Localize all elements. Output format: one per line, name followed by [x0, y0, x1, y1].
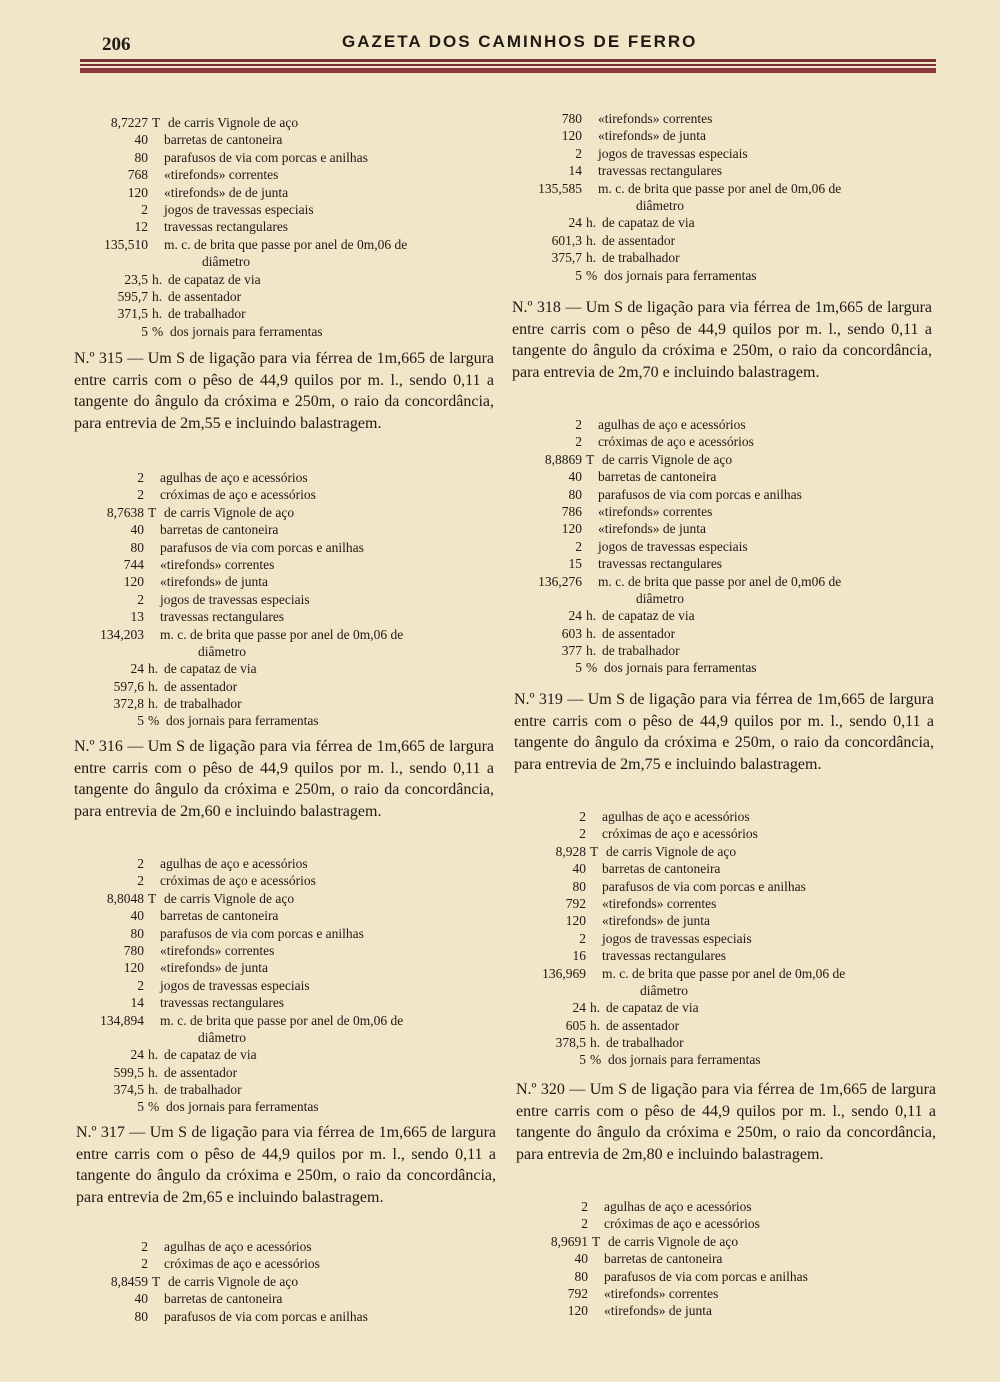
item-unit: h. — [586, 250, 597, 266]
item-unit: h. — [148, 1082, 159, 1098]
item-quantity: 786 — [561, 503, 582, 519]
item-quantity: 2 — [575, 538, 582, 554]
item-quantity: 2 — [575, 434, 582, 450]
item-quantity: 2 — [137, 470, 144, 485]
item-text: «tirefonds» de junta — [602, 913, 710, 929]
item-text: barretas de cantoneira — [160, 908, 279, 924]
item-quantity: 2 — [137, 873, 144, 889]
item-text: «tirefonds» correntes — [598, 503, 713, 519]
item-text: de assentador — [602, 232, 676, 248]
item-quantity: 80 — [572, 878, 586, 894]
item-unit: h. — [590, 1000, 601, 1016]
header-rule — [80, 64, 936, 66]
item-quantity: 120 — [127, 184, 148, 200]
item-quantity: 40 — [130, 522, 144, 538]
item-text: parafusos de via com porcas e anilhas — [160, 925, 364, 941]
item-text: parafusos de via com porcas e anilhas — [604, 1268, 808, 1284]
item-quantity: 372,8 — [113, 696, 144, 712]
item-text: m. c. de brita que passe por anel de 0,m06 de — [598, 573, 842, 589]
item-text: de carris Vignole de aço — [164, 504, 295, 520]
item-quantity: 768 — [127, 167, 148, 183]
item-unit: T — [152, 115, 161, 130]
item-text: jogos de travessas especiais — [602, 930, 752, 946]
item-text: «tirefonds» correntes — [164, 167, 279, 183]
item-quantity: 2 — [141, 1239, 148, 1254]
item-quantity: 8,8048 — [106, 890, 144, 906]
item-text: «tirefonds» de de junta — [164, 184, 289, 200]
item-text: «tirefonds» correntes — [160, 942, 275, 958]
item-quantity: 120 — [561, 521, 582, 537]
item-quantity: 2 — [137, 977, 144, 993]
item-text: de capataz de via — [606, 1000, 699, 1016]
item-quantity: 2 — [141, 201, 148, 217]
item-text: cróximas de aço e acessórios — [160, 873, 316, 889]
item-text: de assentador — [164, 1064, 238, 1080]
item-text: de capataz de via — [602, 215, 695, 231]
item-text: de carris Vignole de aço — [164, 890, 295, 906]
item-quantity: 134,894 — [100, 1012, 144, 1028]
item-quantity: 8,8459 — [110, 1273, 148, 1289]
item-text: parafusos de via com porcas e anilhas — [160, 539, 364, 555]
item-text: travessas rectangulares — [164, 219, 289, 235]
item-quantity: 5 — [141, 323, 148, 339]
item-text: m. c. de brita que passe por anel de 0m,06 de — [160, 1012, 404, 1028]
item-quantity: 40 — [134, 1291, 148, 1307]
item-unit: T — [586, 451, 595, 467]
item-quantity: 5 — [137, 713, 144, 729]
item-text: de capataz de via — [168, 271, 261, 287]
item-quantity: 8,928 — [555, 843, 586, 859]
item-quantity: 120 — [561, 128, 582, 144]
item-quantity: 14 — [568, 163, 582, 179]
item-quantity: 5 — [137, 1099, 144, 1115]
item-quantity: 80 — [134, 1308, 148, 1324]
item-quantity: 378,5 — [555, 1035, 586, 1051]
item-unit: % — [152, 323, 164, 339]
item-quantity: 8,7227 — [110, 115, 148, 130]
item-text: m. c. de brita que passe por anel de 0m,06 de — [160, 626, 404, 642]
item-unit: h. — [148, 1047, 159, 1063]
item-text: cróximas de aço e acessórios — [160, 487, 316, 503]
item-quantity: 5 — [575, 660, 582, 676]
item-unit: % — [590, 1052, 602, 1068]
item-quantity: 601,3 — [551, 232, 582, 248]
item-quantity: 24 — [568, 608, 582, 624]
item-quantity: 136,969 — [542, 965, 586, 981]
item-text: barretas de cantoneira — [604, 1251, 723, 1267]
item-quantity: 2 — [575, 417, 582, 432]
item-text: dos jornais para ferramentas — [604, 660, 757, 676]
item-text: barretas de cantoneira — [160, 522, 279, 538]
item-quantity: 24 — [130, 1047, 144, 1063]
item-text: de carris Vignole de aço — [602, 451, 733, 467]
item-quantity: 744 — [123, 556, 144, 572]
item-quantity: 135,510 — [104, 236, 148, 252]
item-text: de carris Vignole de aço — [608, 1233, 739, 1249]
item-text: barretas de cantoneira — [164, 1291, 283, 1307]
item-quantity: 136,276 — [538, 573, 582, 589]
item-quantity: 2 — [579, 930, 586, 946]
item-quantity: 2 — [575, 145, 582, 161]
item-quantity: 2 — [579, 826, 586, 842]
item-text: «tirefonds» de junta — [598, 128, 706, 144]
item-quantity: 780 — [561, 111, 582, 126]
item-quantity: 5 — [575, 267, 582, 283]
item-text: parafusos de via com porcas e anilhas — [602, 878, 806, 894]
item-unit: h. — [586, 215, 597, 231]
item-text: cróximas de aço e acessórios — [604, 1216, 760, 1232]
item-text: m. c. de brita que passe por anel de 0m,06 de — [164, 236, 408, 252]
item-quantity: 2 — [137, 856, 144, 871]
item-text: de carris Vignole de aço — [606, 843, 737, 859]
item-text: diâmetro — [640, 982, 688, 998]
item-description: N.º 316 — Um S de ligação para via férrea de 1m,665 de largura entre carris com o pêso de 44,9 quilos por m. l., sendo 0,11 a tangente do ângulo da cróxima e 250m, o raio da concordância, para entrevia de 2m,60 e incluindo balastragem. — [74, 738, 494, 820]
item-quantity: 80 — [130, 539, 144, 555]
item-text: «tirefonds» correntes — [602, 895, 717, 911]
item-text: «tirefonds» correntes — [604, 1285, 719, 1301]
item-text: dos jornais para ferramentas — [170, 323, 323, 339]
item-quantity: 24 — [572, 1000, 586, 1016]
item-text: parafusos de via com porcas e anilhas — [164, 149, 368, 165]
item-quantity: 134,203 — [100, 626, 144, 642]
item-text: dos jornais para ferramentas — [608, 1052, 761, 1068]
item-text: «tirefonds» correntes — [160, 556, 275, 572]
item-text: de assentador — [168, 288, 242, 304]
item-text: barretas de cantoneira — [602, 861, 721, 877]
item-description: N.º 319 — Um S de ligação para via férrea de 1m,665 de largura entre carris com o pêso de 44,9 quilos por m. l., sendo 0,11 a tangente do ângulo da cróxima e 250m, o raio da concordância, para entrevia de 2m,75 e incluindo balastragem. — [514, 691, 934, 773]
item-text: de trabalhador — [602, 643, 680, 659]
item-quantity: 40 — [568, 469, 582, 485]
item-text: «tirefonds» de junta — [604, 1303, 712, 1319]
item-text: cróximas de aço e acessórios — [164, 1256, 320, 1272]
item-quantity: 792 — [565, 895, 586, 911]
item-unit: % — [148, 1099, 160, 1115]
item-text: «tirefonds» correntes — [598, 111, 713, 126]
item-text: «tirefonds» de junta — [160, 574, 268, 590]
item-text: agulhas de aço e acessórios — [604, 1199, 752, 1214]
item-description: N.º 318 — Um S de ligação para via férrea de 1m,665 de largura entre carris com o pêso de 44,9 quilos por m. l., sendo 0,11 a tangente do ângulo da cróxima e 250m, o raio da concordância, para entrevia de 2m,70 e incluindo balastragem. — [512, 299, 932, 381]
item-quantity: 2 — [581, 1199, 588, 1214]
item-text: de assentador — [606, 1017, 680, 1033]
item-text: jogos de travessas especiais — [598, 538, 748, 554]
item-quantity: 8,8869 — [544, 451, 582, 467]
item-quantity: 2 — [141, 1256, 148, 1272]
item-text: de carris Vignole de aço — [168, 1273, 299, 1289]
item-unit: % — [586, 660, 598, 676]
item-unit: h. — [152, 271, 163, 287]
item-unit: T — [590, 843, 599, 859]
item-quantity: 792 — [567, 1285, 588, 1301]
item-quantity: 120 — [123, 960, 144, 976]
item-unit: h. — [586, 608, 597, 624]
item-text: travessas rectangulares — [160, 609, 285, 625]
item-quantity: 40 — [134, 132, 148, 148]
item-unit: h. — [586, 643, 597, 659]
item-quantity: 15 — [568, 556, 582, 572]
item-quantity: 595,7 — [117, 288, 148, 304]
item-quantity: 135,585 — [538, 180, 582, 196]
item-text: de trabalhador — [164, 1082, 242, 1098]
item-text: agulhas de aço e acessórios — [160, 470, 308, 485]
item-quantity: 40 — [574, 1251, 588, 1267]
item-text: dos jornais para ferramentas — [166, 1099, 319, 1115]
item-text: travessas rectangulares — [598, 556, 723, 572]
item-quantity: 2 — [581, 1216, 588, 1232]
item-unit: % — [586, 267, 598, 283]
item-text: dos jornais para ferramentas — [166, 713, 319, 729]
item-text: barretas de cantoneira — [598, 469, 717, 485]
item-text: dos jornais para ferramentas — [604, 267, 757, 283]
item-text: m. c. de brita que passe por anel de 0m,06 de — [602, 965, 846, 981]
item-quantity: 40 — [572, 861, 586, 877]
item-text: parafusos de via com porcas e anilhas — [598, 486, 802, 502]
item-text: barretas de cantoneira — [164, 132, 283, 148]
item-text: de trabalhador — [168, 306, 246, 322]
item-quantity: 40 — [130, 908, 144, 924]
item-quantity: 377 — [561, 643, 582, 659]
item-text: diâmetro — [636, 590, 684, 606]
item-quantity: 23,5 — [124, 271, 148, 287]
item-text: de trabalhador — [602, 250, 680, 266]
page-title: GAZETA DOS CAMINHOS DE FERRO — [342, 32, 698, 51]
item-text: diâmetro — [198, 643, 246, 659]
item-text: «tirefonds» de junta — [160, 960, 268, 976]
item-text: cróximas de aço e acessórios — [602, 826, 758, 842]
item-text: de trabalhador — [164, 696, 242, 712]
item-text: diâmetro — [202, 254, 250, 270]
item-unit: h. — [152, 288, 163, 304]
item-quantity: 599,5 — [113, 1064, 144, 1080]
item-text: diâmetro — [198, 1029, 246, 1045]
item-quantity: 5 — [579, 1052, 586, 1068]
item-text: travessas rectangulares — [602, 948, 727, 964]
item-unit: h. — [586, 232, 597, 248]
item-text: parafusos de via com porcas e anilhas — [164, 1308, 368, 1324]
item-unit: T — [592, 1233, 601, 1249]
item-quantity: 12 — [134, 219, 148, 235]
item-text: de assentador — [164, 678, 238, 694]
item-text: agulhas de aço e acessórios — [598, 417, 746, 432]
item-unit: h. — [148, 1064, 159, 1080]
item-unit: h. — [148, 696, 159, 712]
item-quantity: 597,6 — [113, 678, 144, 694]
item-unit: h. — [148, 678, 159, 694]
header-rule — [80, 59, 936, 62]
page-number: 206 — [102, 34, 131, 55]
item-text: jogos de travessas especiais — [598, 145, 748, 161]
item-text: de assentador — [602, 625, 676, 641]
item-text: de capataz de via — [602, 608, 695, 624]
item-quantity: 13 — [130, 609, 144, 625]
item-text: jogos de travessas especiais — [164, 201, 314, 217]
item-unit: T — [148, 890, 157, 906]
item-text: m. c. de brita que passe por anel de 0m,06 de — [598, 180, 842, 196]
item-unit: T — [148, 504, 157, 520]
item-quantity: 14 — [130, 995, 144, 1011]
item-quantity: 80 — [574, 1268, 588, 1284]
item-quantity: 371,5 — [117, 306, 148, 322]
item-unit: h. — [586, 625, 597, 641]
item-text: jogos de travessas especiais — [160, 591, 310, 607]
item-text: agulhas de aço e acessórios — [164, 1239, 312, 1254]
item-unit: T — [152, 1273, 161, 1289]
item-text: diâmetro — [636, 197, 684, 213]
item-quantity: 120 — [123, 574, 144, 590]
item-description: N.º 315 — Um S de ligação para via férrea de 1m,665 de largura entre carris com o pêso de 44,9 quilos por m. l., sendo 0,11 a tangente do ângulo da cróxima e 250m, o raio da concordância, para entrevia de 2m,55 e incluindo balastragem. — [74, 350, 494, 432]
item-quantity: 16 — [572, 948, 586, 964]
item-quantity: 603 — [561, 625, 582, 641]
item-unit: h. — [152, 306, 163, 322]
item-text: travessas rectangulares — [598, 163, 723, 179]
item-unit: % — [148, 713, 160, 729]
item-quantity: 8,7638 — [106, 504, 144, 520]
item-text: agulhas de aço e acessórios — [602, 809, 750, 824]
item-text: de trabalhador — [606, 1035, 684, 1051]
item-text: jogos de travessas especiais — [160, 977, 310, 993]
header-rule — [80, 68, 936, 73]
item-unit: h. — [148, 661, 159, 677]
item-quantity: 120 — [567, 1303, 588, 1319]
item-quantity: 24 — [130, 661, 144, 677]
item-quantity: 780 — [123, 942, 144, 958]
item-unit: h. — [590, 1035, 601, 1051]
item-quantity: 8,9691 — [550, 1233, 588, 1249]
item-quantity: 605 — [565, 1017, 586, 1033]
item-quantity: 80 — [568, 486, 582, 502]
item-quantity: 80 — [134, 149, 148, 165]
item-quantity: 375,7 — [551, 250, 582, 266]
item-text: agulhas de aço e acessórios — [160, 856, 308, 871]
item-unit: h. — [590, 1017, 601, 1033]
item-quantity: 24 — [568, 215, 582, 231]
item-text: de capataz de via — [164, 661, 257, 677]
item-quantity: 120 — [565, 913, 586, 929]
item-text: «tirefonds» de junta — [598, 521, 706, 537]
item-text: de capataz de via — [164, 1047, 257, 1063]
item-description: N.º 320 — Um S de ligação para via férrea de 1m,665 de largura entre carris com o pêso de 44,9 quilos por m. l., sendo 0,11 a tangente do ângulo da cróxima e 250m, o raio da concordância, para entrevia de 2m,80 e incluindo balastragem. — [516, 1081, 936, 1163]
item-quantity: 2 — [137, 591, 144, 607]
item-quantity: 374,5 — [113, 1082, 144, 1098]
item-text: de carris Vignole de aço — [168, 115, 299, 130]
item-description: N.º 317 — Um S de ligação para via férrea de 1m,665 de largura entre carris com o pêso de 44,9 quilos por m. l., sendo 0,11 a tangente do ângulo da cróxima e 250m, o raio da concordância, para entrevia de 2m,65 e incluindo balastragem. — [76, 1124, 496, 1206]
item-quantity: 2 — [579, 809, 586, 824]
item-text: cróximas de aço e acessórios — [598, 434, 754, 450]
item-quantity: 2 — [137, 487, 144, 503]
item-quantity: 80 — [130, 925, 144, 941]
item-text: travessas rectangulares — [160, 995, 285, 1011]
